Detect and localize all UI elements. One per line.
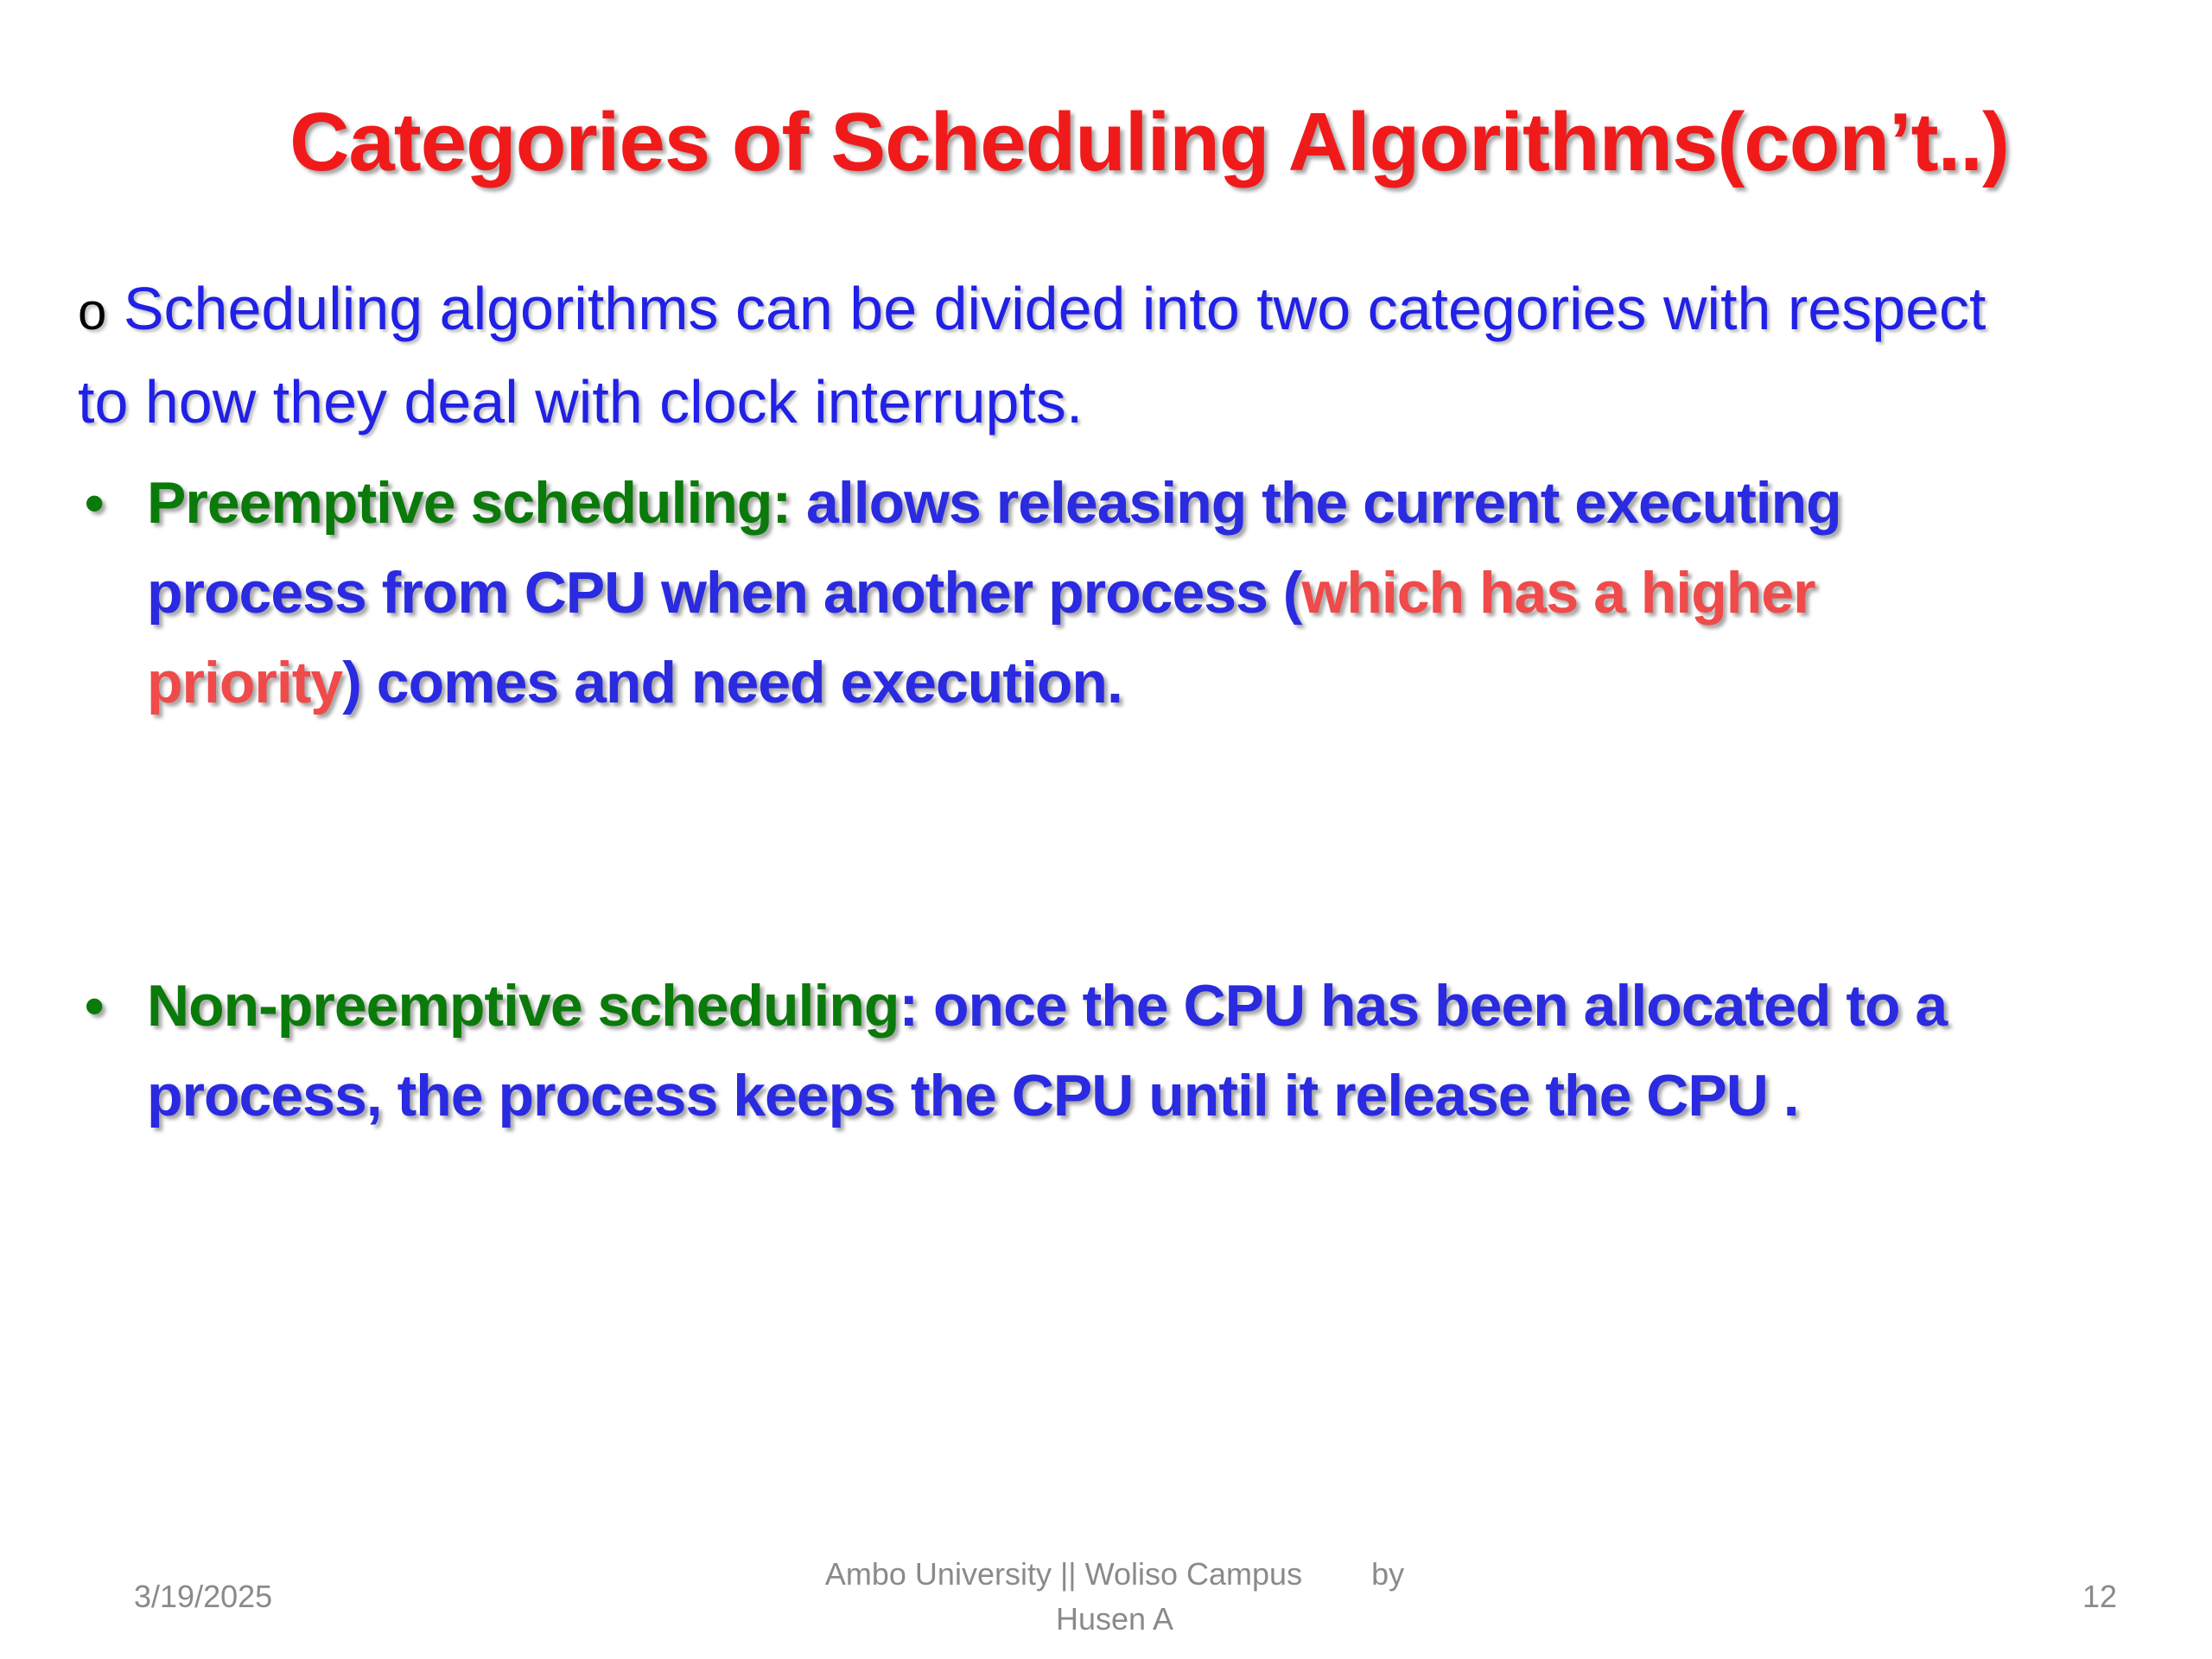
bullet-term-preemptive: Preemptive scheduling	[147, 470, 772, 536]
intro-text: Scheduling algorithms can be divided into two categories with respect to how they deal with clock interrupts.	[78, 275, 1986, 435]
bullet-text-part2: ) comes and need execution.	[342, 650, 1122, 715]
bullet-term-separator: :	[772, 470, 791, 536]
footer-author: Husen A	[1055, 1601, 1174, 1637]
bullet-term-non-preemptive: Non-preemptive scheduling	[147, 973, 899, 1039]
footer-date: 3/19/2025	[134, 1579, 273, 1614]
bullet-preemptive	[78, 458, 1979, 728]
bullet-term-separator: :	[899, 973, 918, 1039]
intro-paragraph	[78, 264, 2022, 447]
bullet-highlight-priority: which has a higher priority	[147, 560, 1815, 715]
footer-institution: Ambo University || Woliso Campus by	[824, 1556, 1405, 1592]
bullet-non-preemptive	[78, 961, 1979, 1141]
footer-page-number: 12	[2082, 1579, 2117, 1614]
bullet-text-part1: allows releasing the current executing process from CPU when another process (	[147, 470, 1841, 626]
intro-bullet-marker: o	[78, 283, 107, 340]
bullet-text: once the CPU has been allocated to a process, the process keeps the CPU until it release the CPU .	[147, 973, 1948, 1128]
bullet-dot-icon: •	[85, 472, 104, 534]
bullet-dot-icon: •	[85, 975, 104, 1037]
footer-center	[778, 1552, 1452, 1642]
slide-title: Categories of Scheduling Algorithms(con’t..)	[289, 96, 2009, 188]
